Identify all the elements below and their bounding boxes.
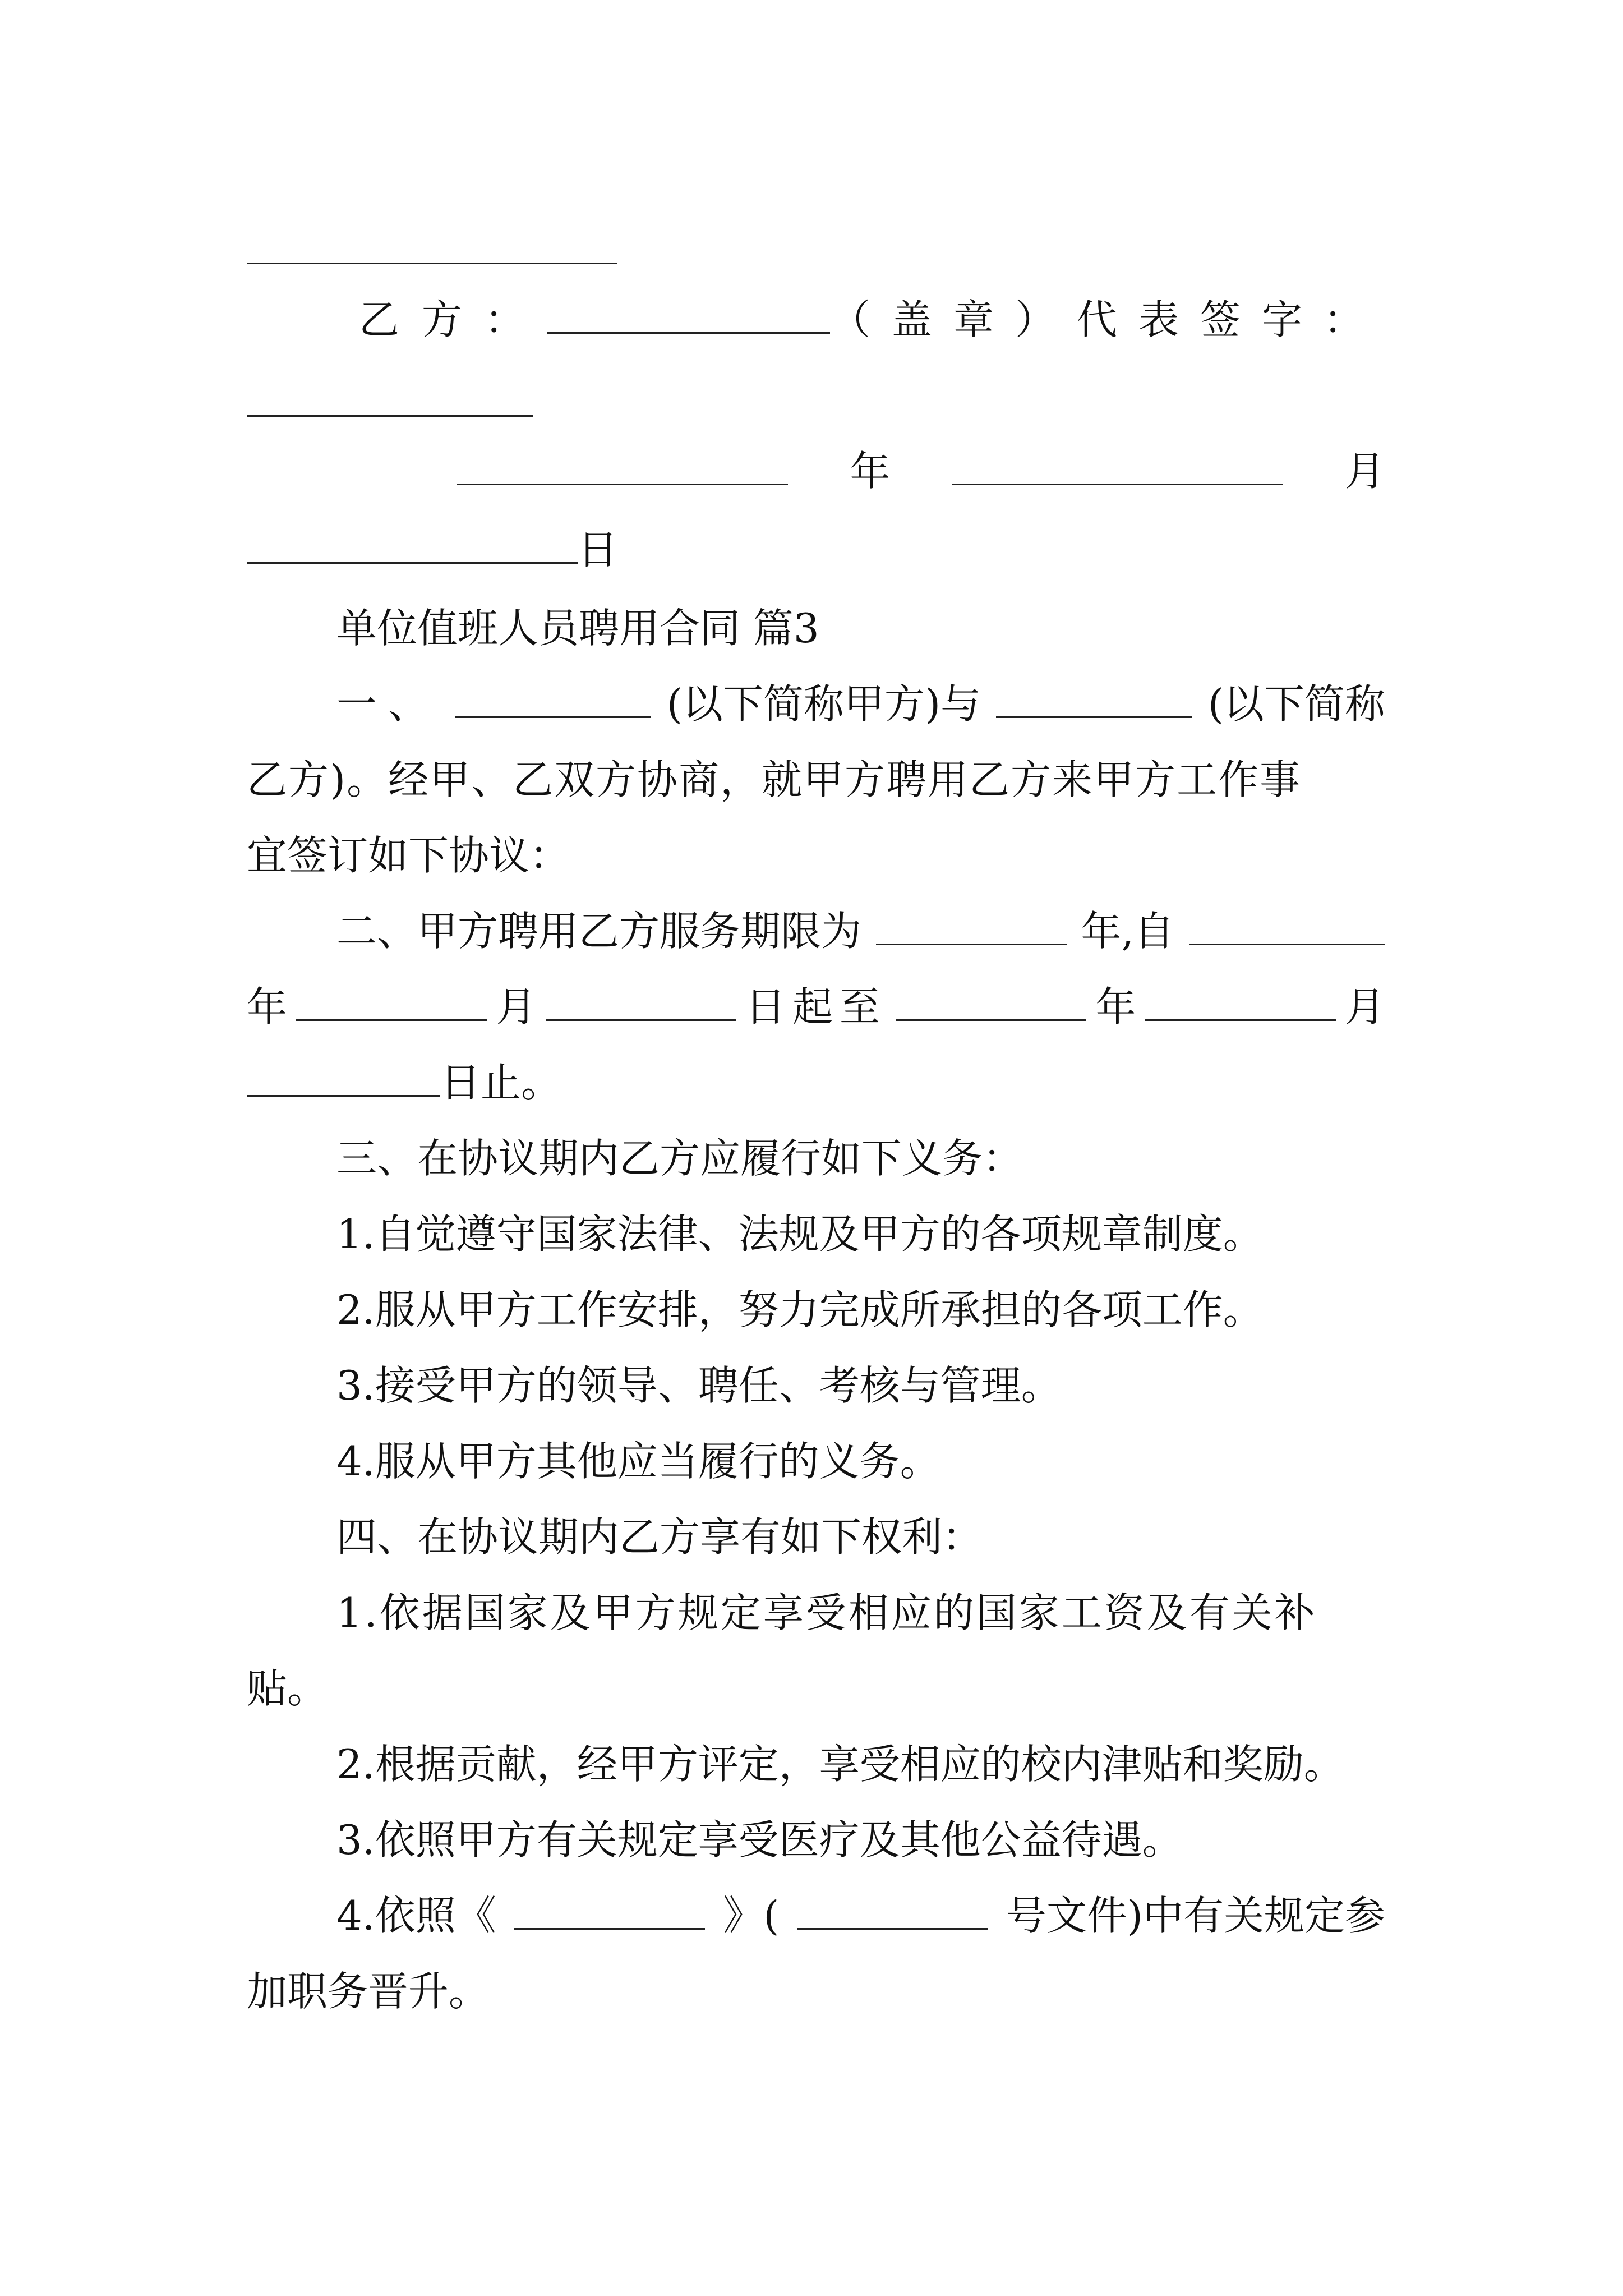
clause-4-item-4-line-2: 加职务晋升。: [247, 1968, 490, 2015]
clause-2-day-start: 日起至: [745, 983, 887, 1030]
clause-3-item-2: 2.服从甲方工作安排，努力完成所承担的各项工作。: [336, 1286, 1264, 1333]
signature-day-line: [247, 522, 1385, 578]
clause-4-item-4-line-1: [336, 1888, 1385, 1944]
clause-2-day-end: 日止。: [440, 1059, 562, 1106]
top-blank-line: [247, 263, 617, 264]
end-day-blank: [247, 1095, 440, 1097]
party-b-name-blank: [996, 716, 1192, 718]
clause-4-item-2: 2.根据贡献，经甲方评定，享受相应的校内津贴和奖励。: [336, 1741, 1344, 1788]
year-label: 年: [850, 448, 891, 495]
start-year-blank: [1189, 944, 1385, 945]
clause-4-item-4-text-a: 4.依照《: [336, 1892, 496, 1939]
start-day-blank: [546, 1019, 736, 1021]
clause-2-line-3: [247, 1055, 1385, 1111]
clause-2-year: 年: [247, 983, 288, 1030]
clause-2-lead: 二、甲方聘用乙方服务期限为: [336, 908, 862, 955]
start-month-blank: [296, 1019, 487, 1021]
clause-3-item-1: 1.自觉遵守国家法律、法规及甲方的各项规章制度。: [336, 1211, 1264, 1258]
clause-1-text-b: (以下简称: [1207, 680, 1385, 728]
clause-1-line-1: [336, 676, 1385, 732]
clause-2-month: 月: [496, 983, 537, 1030]
end-year-blank: [896, 1019, 1086, 1021]
clause-4-item-4-text-c: 号文件)中有关规定参: [1006, 1892, 1385, 1939]
clause-1-line-3: 宜签订如下协议：: [247, 832, 570, 879]
clause-4-item-1-line-2: 贴。: [247, 1665, 328, 1712]
document-title-blank: [514, 1928, 705, 1930]
clause-2-line-2: [247, 979, 1385, 1035]
clause-2-year-from: 年,自: [1081, 908, 1175, 955]
document-number-blank: [797, 1928, 988, 1930]
clause-3-item-3: 3.接受甲方的领导、聘任、考核与管理。: [336, 1362, 1062, 1409]
party-b-label: 乙方：: [359, 296, 548, 343]
clause-4-item-4-text-b: 》(: [723, 1892, 780, 1939]
year-blank: [457, 484, 788, 485]
clause-4-item-3: 3.依照甲方有关规定享受医疗及其他公益待遇。: [336, 1816, 1183, 1864]
term-years-blank: [876, 944, 1067, 945]
clause-3-title: 三、在协议期内乙方应履行如下义务：: [336, 1135, 1023, 1182]
clause-2-month-2: 月: [1344, 983, 1385, 1030]
month-label: 月: [1344, 448, 1385, 495]
party-b-blank: [547, 332, 830, 334]
clause-3-item-4: 4.服从甲方其他应当履行的义务。: [336, 1438, 940, 1485]
end-month-blank: [1145, 1019, 1336, 1021]
day-label: 日: [578, 526, 619, 573]
month-blank: [952, 484, 1283, 485]
clause-1-line-2: 乙方)。经甲、乙双方协商，就甲方聘用乙方来甲方工作事: [247, 756, 1302, 803]
contract-heading: 单位值班人员聘用合同 篇3: [336, 605, 819, 652]
signature-date-line: [457, 443, 1385, 499]
seal-representative-label: （盖章）代表签字：: [829, 296, 1385, 343]
clause-2-line-1: [336, 903, 1385, 959]
clause-4-item-1-line-1: 1.依据国家及甲方规定享受相应的国家工资及有关补: [336, 1589, 1317, 1636]
signature-blank-line: [247, 415, 533, 417]
clause-1-number: 一、: [336, 680, 440, 728]
party-a-blank: [455, 716, 651, 718]
clause-1-text-a: (以下简称甲方)与: [666, 680, 981, 728]
clause-2-year-2: 年: [1095, 983, 1136, 1030]
clause-4-title: 四、在协议期内乙方享有如下权利：: [336, 1513, 983, 1561]
day-blank: [247, 562, 578, 564]
party-b-signature-line: [359, 292, 1385, 348]
